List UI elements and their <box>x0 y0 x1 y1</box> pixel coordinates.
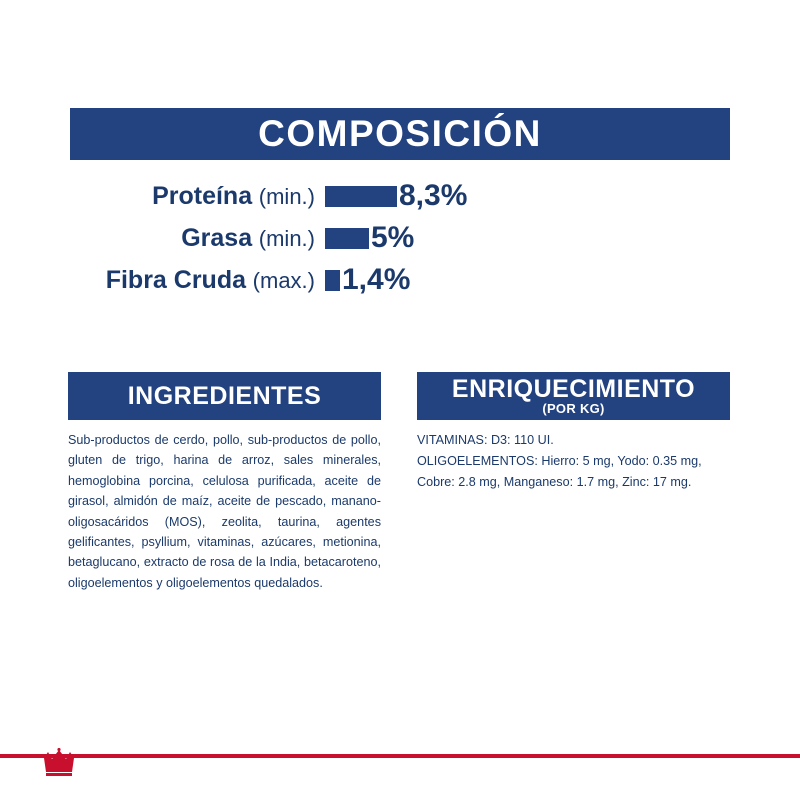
composition-row <box>70 220 730 256</box>
ingredients-body <box>68 430 381 593</box>
nutrient-value: 1,4% <box>342 263 411 296</box>
composition-header-title: COMPOSICIÓN <box>258 113 542 154</box>
nutrient-qualifier: (max.) <box>252 267 315 293</box>
enrichment-label: OLIGOELEMENTOS: <box>417 454 538 469</box>
composition-row <box>70 178 730 214</box>
ingredients-section <box>68 372 381 594</box>
enrichment-section <box>417 372 730 493</box>
enrichment-value: D3: 110 UI. <box>487 433 554 447</box>
composition-header <box>70 108 730 160</box>
enrichment-line <box>417 430 730 450</box>
enrichment-header-subtitle: (POR KG) <box>542 400 605 416</box>
enrichment-line <box>417 451 730 492</box>
nutrient-value: 5% <box>371 221 415 254</box>
royal-canin-crown-icon <box>42 748 76 778</box>
ingredients-text: Sub-productos de cerdo, pollo, sub-productos de pollo, gluten de trigo, harina de arroz, sales minerales, hemoglobina porcina, celulosa purificada, aceite de girasol, almidón de maíz, aceite de pescado, manano-oligosacáridos (MOS), zeolita, taurina, agentes gelificantes, psyllium, vitaminas, azúcares, metionina, betaglucano, extracto de rosa de la India, betacaroteno, oligoelementos y oligoelementos quedalados. <box>68 433 381 590</box>
brand-accent-bar <box>0 754 800 758</box>
nutrient-name: Grasa <box>181 223 253 252</box>
nutrient-name: Proteína <box>152 181 253 210</box>
composition-row-label <box>70 266 325 295</box>
nutrient-qualifier: (min.) <box>258 225 315 251</box>
enrichment-value: Hierro: 5 mg, Yodo: 0.35 mg, Cobre: 2.8 mg, Manganeso: 1.7 mg, Zinc: 17 mg. <box>417 454 702 489</box>
composition-row <box>70 262 730 298</box>
composition-rows <box>70 178 730 304</box>
nutrient-name: Fibra Cruda <box>105 265 246 294</box>
nutrient-bar <box>325 228 369 249</box>
ingredients-header <box>68 372 381 420</box>
enrichment-label: VITAMINAS: <box>417 433 488 447</box>
enrichment-body <box>417 430 730 492</box>
nutrient-bar <box>325 270 340 291</box>
enrichment-header-title: ENRIQUECIMIENTO <box>451 374 696 403</box>
composition-row-label <box>70 224 325 253</box>
nutrient-qualifier: (min.) <box>258 183 315 209</box>
nutrient-value: 8,3% <box>399 179 468 212</box>
ingredients-header-title: INGREDIENTES <box>127 381 322 410</box>
nutrient-bar <box>325 186 397 207</box>
enrichment-header <box>417 372 730 420</box>
composition-row-label <box>70 182 325 211</box>
